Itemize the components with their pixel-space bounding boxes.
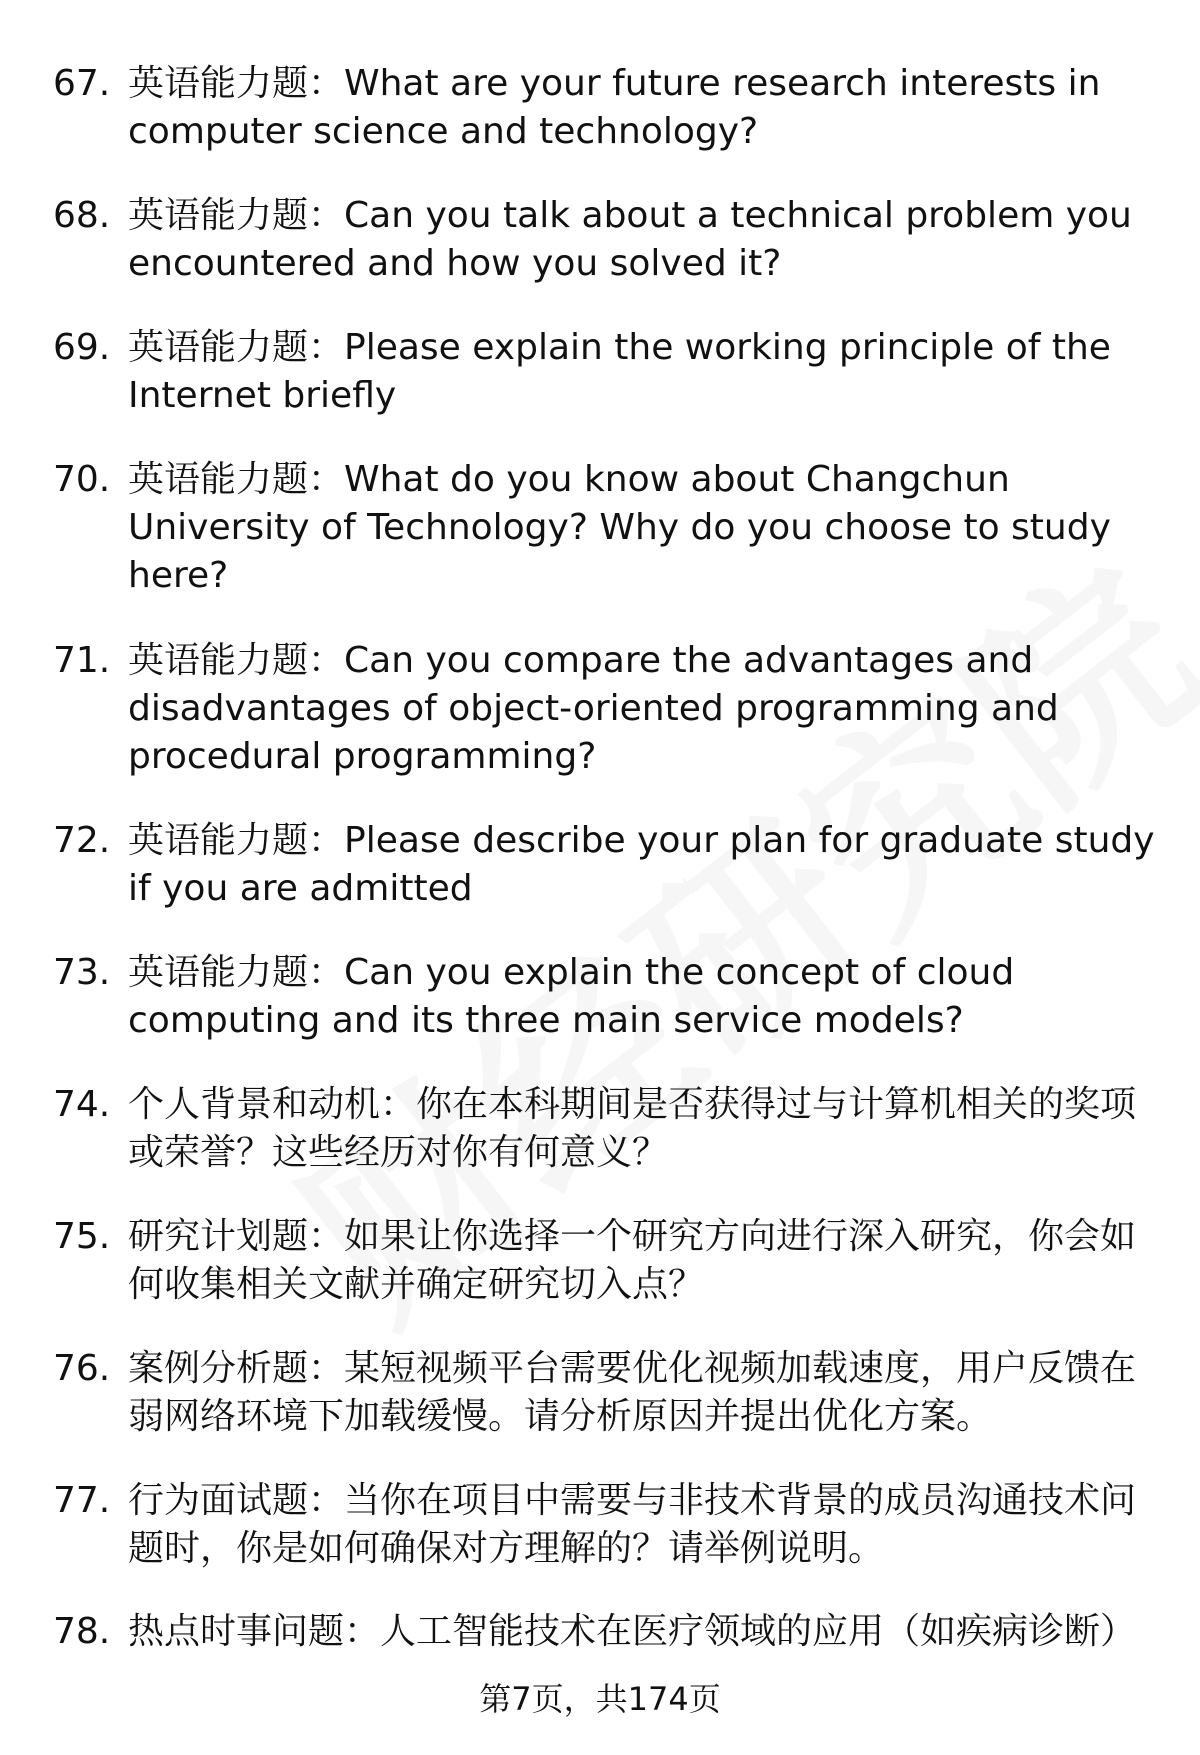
question-number: 74.	[53, 1084, 111, 1125]
question-number: 72.	[53, 820, 111, 861]
question-text: 英语能力题：Can you compare the advantages and disadvantages of object-oriented programming and procedural programming?	[128, 640, 1059, 777]
question-number: 76.	[53, 1348, 111, 1389]
question-number: 77.	[53, 1480, 111, 1521]
question-number: 67.	[53, 63, 111, 104]
question-number: 71.	[53, 640, 111, 681]
question-text: 行为面试题：当你在项目中需要与非技术背景的成员沟通技术问题时，你是如何确保对方理解的？请举例说明。	[128, 1480, 1137, 1569]
question-text: 英语能力题：Please explain the working principle of the Internet briefly	[128, 327, 1111, 416]
question-text: 英语能力题：What are your future research interests in computer science and technology?	[128, 63, 1101, 152]
question-number: 73.	[53, 952, 111, 993]
question-number: 70.	[53, 459, 111, 500]
question-number: 68.	[53, 195, 111, 236]
page-number-footer: 第7页，共174页	[479, 1680, 721, 1718]
question-text: 英语能力题：Please describe your plan for graduate study if you are admitted	[128, 820, 1155, 909]
question-text: 英语能力题：Can you talk about a technical problem you encountered and how you solved it?	[128, 195, 1132, 284]
question-text: 案例分析题：某短视频平台需要优化视频加载速度，用户反馈在弱网络环境下加载缓慢。请分析原因并提出优化方案。	[128, 1348, 1137, 1437]
question-number: 69.	[53, 327, 111, 368]
question-text: 热点时事问题：人工智能技术在医疗领域的应用（如疾病诊断）	[128, 1611, 1137, 1652]
question-text: 英语能力题：What do you know about Changchun University of Technology? Why do you choose to study here?	[128, 459, 1111, 596]
question-number: 78.	[53, 1611, 111, 1652]
question-text: 研究计划题：如果让你选择一个研究方向进行深入研究，你会如何收集相关文献并确定研究切入点？	[128, 1216, 1137, 1305]
question-text: 个人背景和动机：你在本科期间是否获得过与计算机相关的奖项或荣誉？这些经历对你有何意义？	[128, 1084, 1137, 1173]
question-number: 75.	[53, 1216, 111, 1257]
question-text: 英语能力题：Can you explain the concept of cloud computing and its three main service models?	[128, 952, 1015, 1041]
